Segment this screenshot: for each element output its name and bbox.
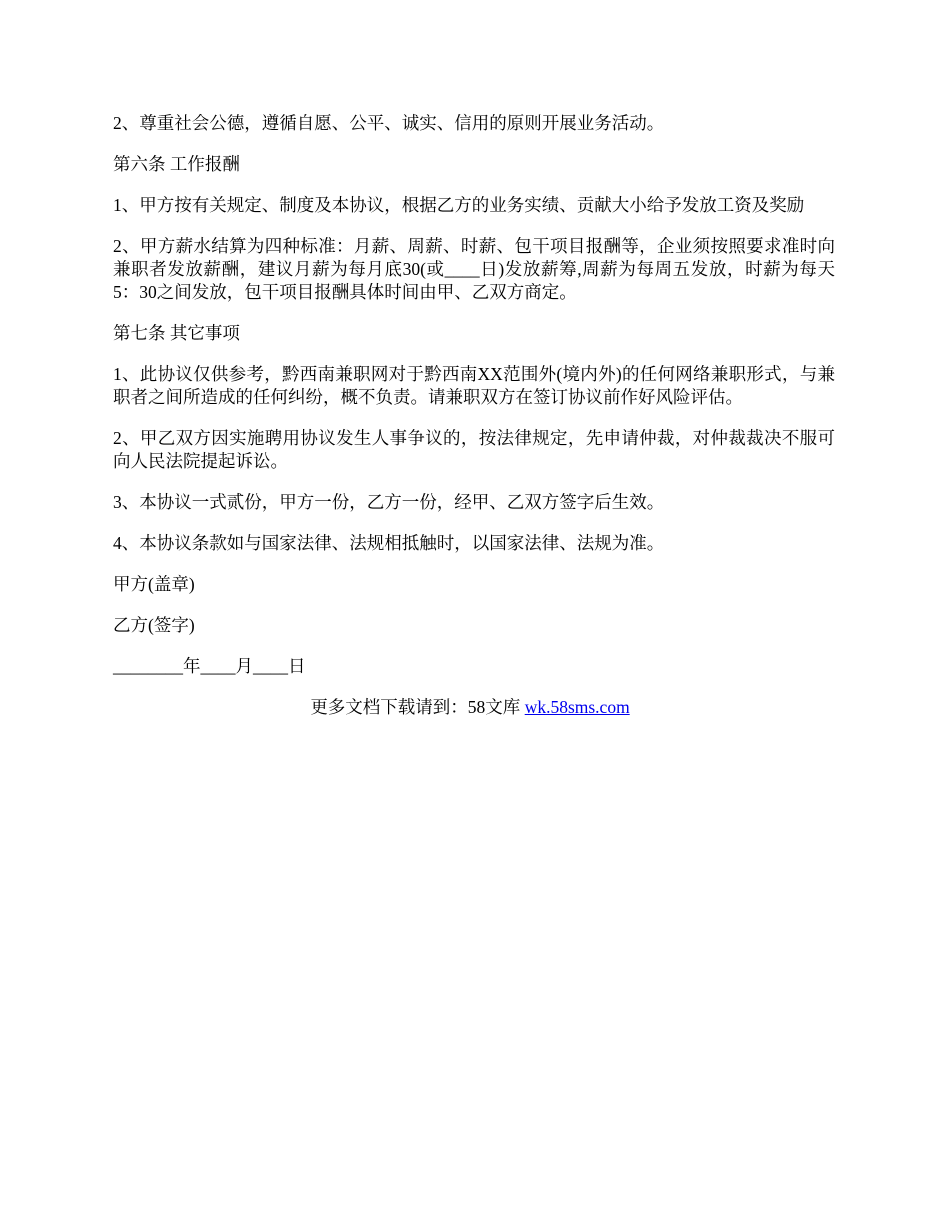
clause-2-salary-standards: 2、甲方薪水结算为四种标准：月薪、周薪、时薪、包干项目报酬等，企业须按照要求准时向兼职者发放薪酬，建议月薪为每月底30(或____日)发放薪筹,周薪为每周五发放，时薪为每天5：30之间发放，包干项目报酬具体时间由甲、乙双方商定。 [113, 236, 835, 302]
document-page [113, 112, 835, 719]
clause-3-copies: 3、本协议一式贰份，甲方一份，乙方一份，经甲、乙双方签字后生效。 [113, 492, 665, 512]
section-heading-article-6: 第六条 工作报酬 [113, 154, 240, 174]
footer [109, 696, 831, 719]
clause-1-disclaimer: 1、此协议仅供参考，黔西南兼职网对于黔西南XX范围外(境内外)的任何网络兼职形式，与兼职者之间所造成的任何纠纷，概不负责。请兼职双方在签订协议前作好风险评估。 [113, 364, 835, 407]
footer-text: 更多文档下载请到：58文库 [310, 697, 525, 717]
party-a-seal: 甲方(盖章) [113, 574, 195, 594]
party-b-signature: 乙方(签字) [113, 615, 195, 635]
clause-2-ethics: 2、尊重社会公德，遵循自愿、公平、诚实、信用的原则开展业务活动。 [113, 113, 665, 133]
clause-2-dispute: 2、甲乙双方因实施聘用协议发生人事争议的，按法律规定，先申请仲裁，对仲裁裁决不服可向人民法院提起诉讼。 [113, 428, 835, 471]
clause-4-law: 4、本协议条款如与国家法律、法规相抵触时，以国家法律、法规为准。 [113, 533, 665, 553]
section-heading-article-7: 第七条 其它事项 [113, 323, 240, 343]
footer-link[interactable]: wk.58sms.com [524, 697, 630, 717]
clause-1-salary: 1、甲方按有关规定、制度及本协议，根据乙方的业务实绩、贡献大小给予发放工资及奖励 [113, 195, 805, 215]
date-line: ________年____月____日 [113, 656, 306, 676]
